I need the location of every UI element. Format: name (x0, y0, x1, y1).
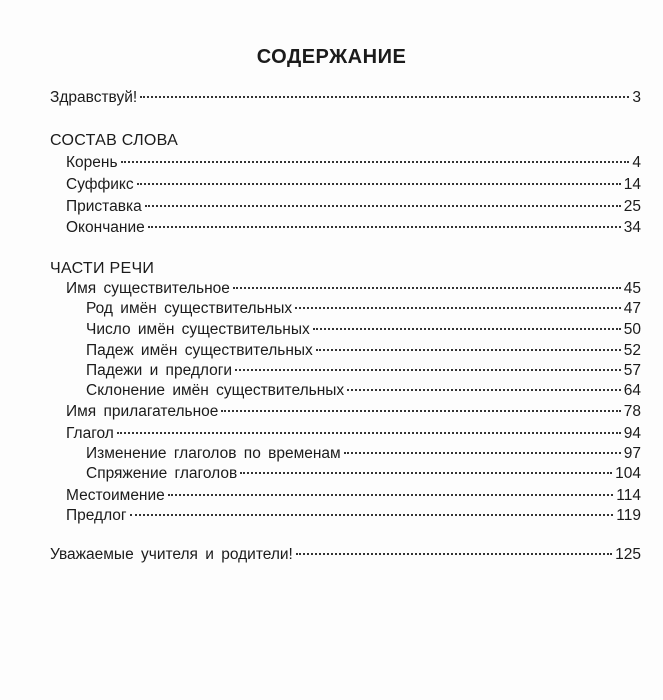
dot-leader (240, 472, 612, 474)
dot-leader (137, 183, 621, 185)
toc-entry-label: Суффикс (66, 176, 134, 193)
dot-leader (313, 328, 621, 330)
toc-entry-sub[interactable] (86, 444, 641, 464)
section-heading-parts-of-speech: ЧАСТИ РЕЧИ (50, 260, 155, 277)
toc-entry-page: 119 (616, 507, 641, 524)
dot-leader (130, 514, 614, 516)
toc-entry-page: 14 (623, 176, 641, 193)
toc-entry-page: 104 (615, 465, 641, 482)
toc-entry-intro[interactable] (50, 88, 641, 108)
dot-leader (145, 205, 621, 207)
toc-entry-sub[interactable] (86, 361, 641, 381)
toc-entry[interactable] (66, 486, 641, 506)
toc-entry-sub[interactable] (86, 381, 641, 401)
toc-entry-label: Окончание (66, 219, 145, 236)
toc-entry-page: 125 (615, 546, 641, 563)
dot-leader (121, 161, 630, 163)
dot-leader (295, 307, 621, 309)
toc-entry-page: 4 (632, 154, 641, 171)
dot-leader (168, 494, 614, 496)
toc-entry-page: 78 (623, 403, 641, 420)
toc-entry-label: Предлог (66, 507, 127, 524)
dot-leader (221, 410, 620, 412)
dot-leader (235, 369, 621, 371)
toc-entry-label: Глагол (66, 425, 114, 442)
toc-entry-outro[interactable] (50, 545, 641, 565)
toc-entry[interactable] (66, 424, 641, 444)
toc-entry-label: Род имён существительных (86, 300, 293, 317)
toc-entry-page: 94 (623, 425, 641, 442)
toc-entry-label: Имя прилагательное (66, 403, 219, 420)
toc-entry-sub[interactable] (86, 464, 641, 484)
toc-entry-label: Уважаемые учителя и родители! (50, 546, 293, 563)
dot-leader (117, 432, 621, 434)
toc-entry-label: Корень (66, 154, 118, 171)
toc-entry-label: Имя существительное (66, 280, 230, 297)
toc-entry-page: 57 (623, 362, 641, 379)
page-title: СОДЕРЖАНИЕ (256, 46, 407, 68)
toc-entry-label: Падеж имён существительных (86, 342, 313, 359)
toc-entry-page: 45 (623, 280, 641, 297)
toc-entry-label: Приставка (66, 198, 142, 215)
dot-leader (344, 452, 621, 454)
toc-entry-page: 25 (623, 198, 641, 215)
dot-leader (316, 349, 621, 351)
toc-entry-label: Падежи и предлоги (86, 362, 233, 379)
toc-entry[interactable] (66, 175, 641, 195)
toc-entry-label: Спряжение глаголов (86, 465, 238, 482)
toc-entry-page: 64 (623, 382, 641, 399)
toc-entry[interactable] (66, 197, 641, 217)
toc-entry[interactable] (66, 506, 641, 526)
toc-entry-page: 47 (623, 300, 641, 317)
toc-entry-page: 3 (632, 89, 641, 106)
toc-entry-page: 34 (623, 219, 641, 236)
toc-entry-label: Здравствуй! (50, 89, 138, 106)
dot-leader (148, 226, 621, 228)
toc-entry[interactable] (66, 153, 641, 173)
toc-entry-label: Местоимение (66, 487, 165, 504)
toc-entry[interactable] (66, 279, 641, 299)
toc-entry-page: 97 (623, 445, 641, 462)
dot-leader (233, 287, 621, 289)
section-heading-word-structure: СОСТАВ СЛОВА (50, 132, 179, 149)
dot-leader (140, 96, 629, 98)
dot-leader (347, 389, 621, 391)
toc-entry-label: Изменение глаголов по временам (86, 445, 341, 462)
dot-leader (296, 553, 612, 555)
toc-entry[interactable] (66, 218, 641, 238)
toc-entry-sub[interactable] (86, 341, 641, 361)
toc-entry-page: 50 (623, 321, 641, 338)
toc-entry-page: 52 (623, 342, 641, 359)
toc-entry-sub[interactable] (86, 320, 641, 340)
toc-entry[interactable] (66, 402, 641, 422)
toc-entry-label: Склонение имён существительных (86, 382, 345, 399)
toc-entry-sub[interactable] (86, 299, 641, 319)
toc-entry-label: Число имён существительных (86, 321, 310, 338)
toc-entry-page: 114 (616, 487, 641, 504)
